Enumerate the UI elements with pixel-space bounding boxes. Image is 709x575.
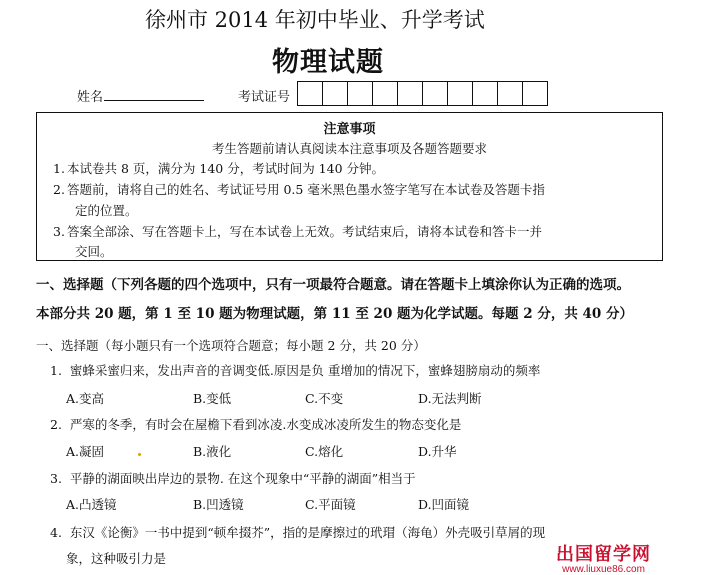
notice-item-number: 1. [53,161,65,176]
notice-item [53,222,542,240]
notice-item-number: 3. [53,224,65,239]
watermark-logo: 出国留学网 [556,544,651,565]
section-heading: 一、选择题（下列各题的四个选项中，只有一项最符合题意。请在答题卡上填涂你认为正确的选项。 [36,277,630,293]
exam-number-box[interactable] [472,81,498,106]
option-b[interactable]: B.变低 [193,391,232,406]
exam-number-box[interactable] [347,81,373,106]
notice-item-continuation: 定的位置。 [75,203,138,218]
name-label: 姓名 [77,90,104,105]
question-text: 蜜蜂采蜜归来，发出声音的音调变低.原因是负 重增加的情况下，蜜蜂翅膀扇动的频率 [69,363,541,378]
exam-number-box[interactable] [322,81,348,106]
name-field[interactable] [104,100,204,101]
option-a[interactable]: A.凝固 [66,444,105,459]
question-number: 2. [50,417,62,432]
question-text-continuation: 象，这种吸引力是 [66,551,167,566]
question [50,415,461,433]
exam-number-boxes[interactable] [298,81,548,106]
exam-number-box[interactable] [372,81,398,106]
exam-title: 徐州市 2014 年初中毕业、升学考试 [145,8,485,32]
notice-item-text: 答题前，请将自己的姓名、考试证号用 0.5 毫米黑色墨水签字笔写在本试卷及答题卡指 [67,182,545,197]
question-number: 4. [50,525,62,540]
exam-number-box[interactable] [522,81,548,106]
notice-title: 注意事项 [323,122,376,137]
exam-number-box[interactable] [422,81,448,106]
option-c[interactable]: C.熔化 [305,444,344,459]
exam-number-box[interactable] [297,81,323,106]
option-b[interactable]: B.凹透镜 [193,497,244,512]
exam-subtitle: 物理试题 [272,47,384,78]
option-d[interactable]: D.无法判断 [418,391,482,406]
ink-dot [138,453,141,456]
question-text: 平静的湖面映出岸边的景物. 在这个现象中“平静的湖面”相当于 [69,471,416,486]
notice-item-continuation: 交回。 [75,244,113,259]
option-d[interactable]: D.凹面镜 [418,497,470,512]
notice-item-number: 2. [53,182,65,197]
notice-box [36,112,663,261]
notice-item-text: 答案全部涂、写在答题卡上，写在本试卷上无效。考试结束后，请将本试卷和答卡一并 [67,224,543,239]
section-heading-continuation: 本部分共 20 题，第 1 至 10 题为物理试题，第 11 至 20 题为化学试题。每题 2 分，共 40 分） [36,306,634,322]
exam-number-box[interactable] [397,81,423,106]
watermark-url: www.liuxue86.com [562,564,645,575]
question-number: 1. [50,363,62,378]
question-text: 严寒的冬季，有时会在屋檐下看到冰凌.水变成冰凌所发生的物态变化是 [69,417,462,432]
notice-item [53,159,384,177]
question [50,523,545,541]
option-c[interactable]: C.不变 [305,391,344,406]
option-a[interactable]: A.变高 [66,391,105,406]
exam-number-box[interactable] [497,81,523,106]
question [50,361,540,379]
notice-item [53,180,545,198]
option-a[interactable]: A.凸透镜 [66,497,117,512]
notice-subtitle: 考生答题前请认真阅读本注意事项及各题答题要求 [211,141,487,156]
question [50,469,416,487]
exam-number-box[interactable] [447,81,473,106]
question-text: 东汉《论衡》一书中提到“顿牟掇芥”，指的是摩擦过的玳瑁（海龟）外壳吸引草屑的现 [69,525,546,540]
exam-number-label: 考试证号 [238,90,291,105]
watermark [556,540,651,575]
part-heading: 一、选择题（每小题只有一个选项符合题意；每小题 2 分，共 20 分） [36,338,426,353]
option-d[interactable]: D.升华 [418,444,457,459]
option-b[interactable]: B.液化 [193,444,232,459]
option-c[interactable]: C.平面镜 [305,497,356,512]
question-number: 3. [50,471,62,486]
notice-item-text: 本试卷共 8 页，满分为 140 分，考试时间为 140 分钟。 [67,161,385,176]
